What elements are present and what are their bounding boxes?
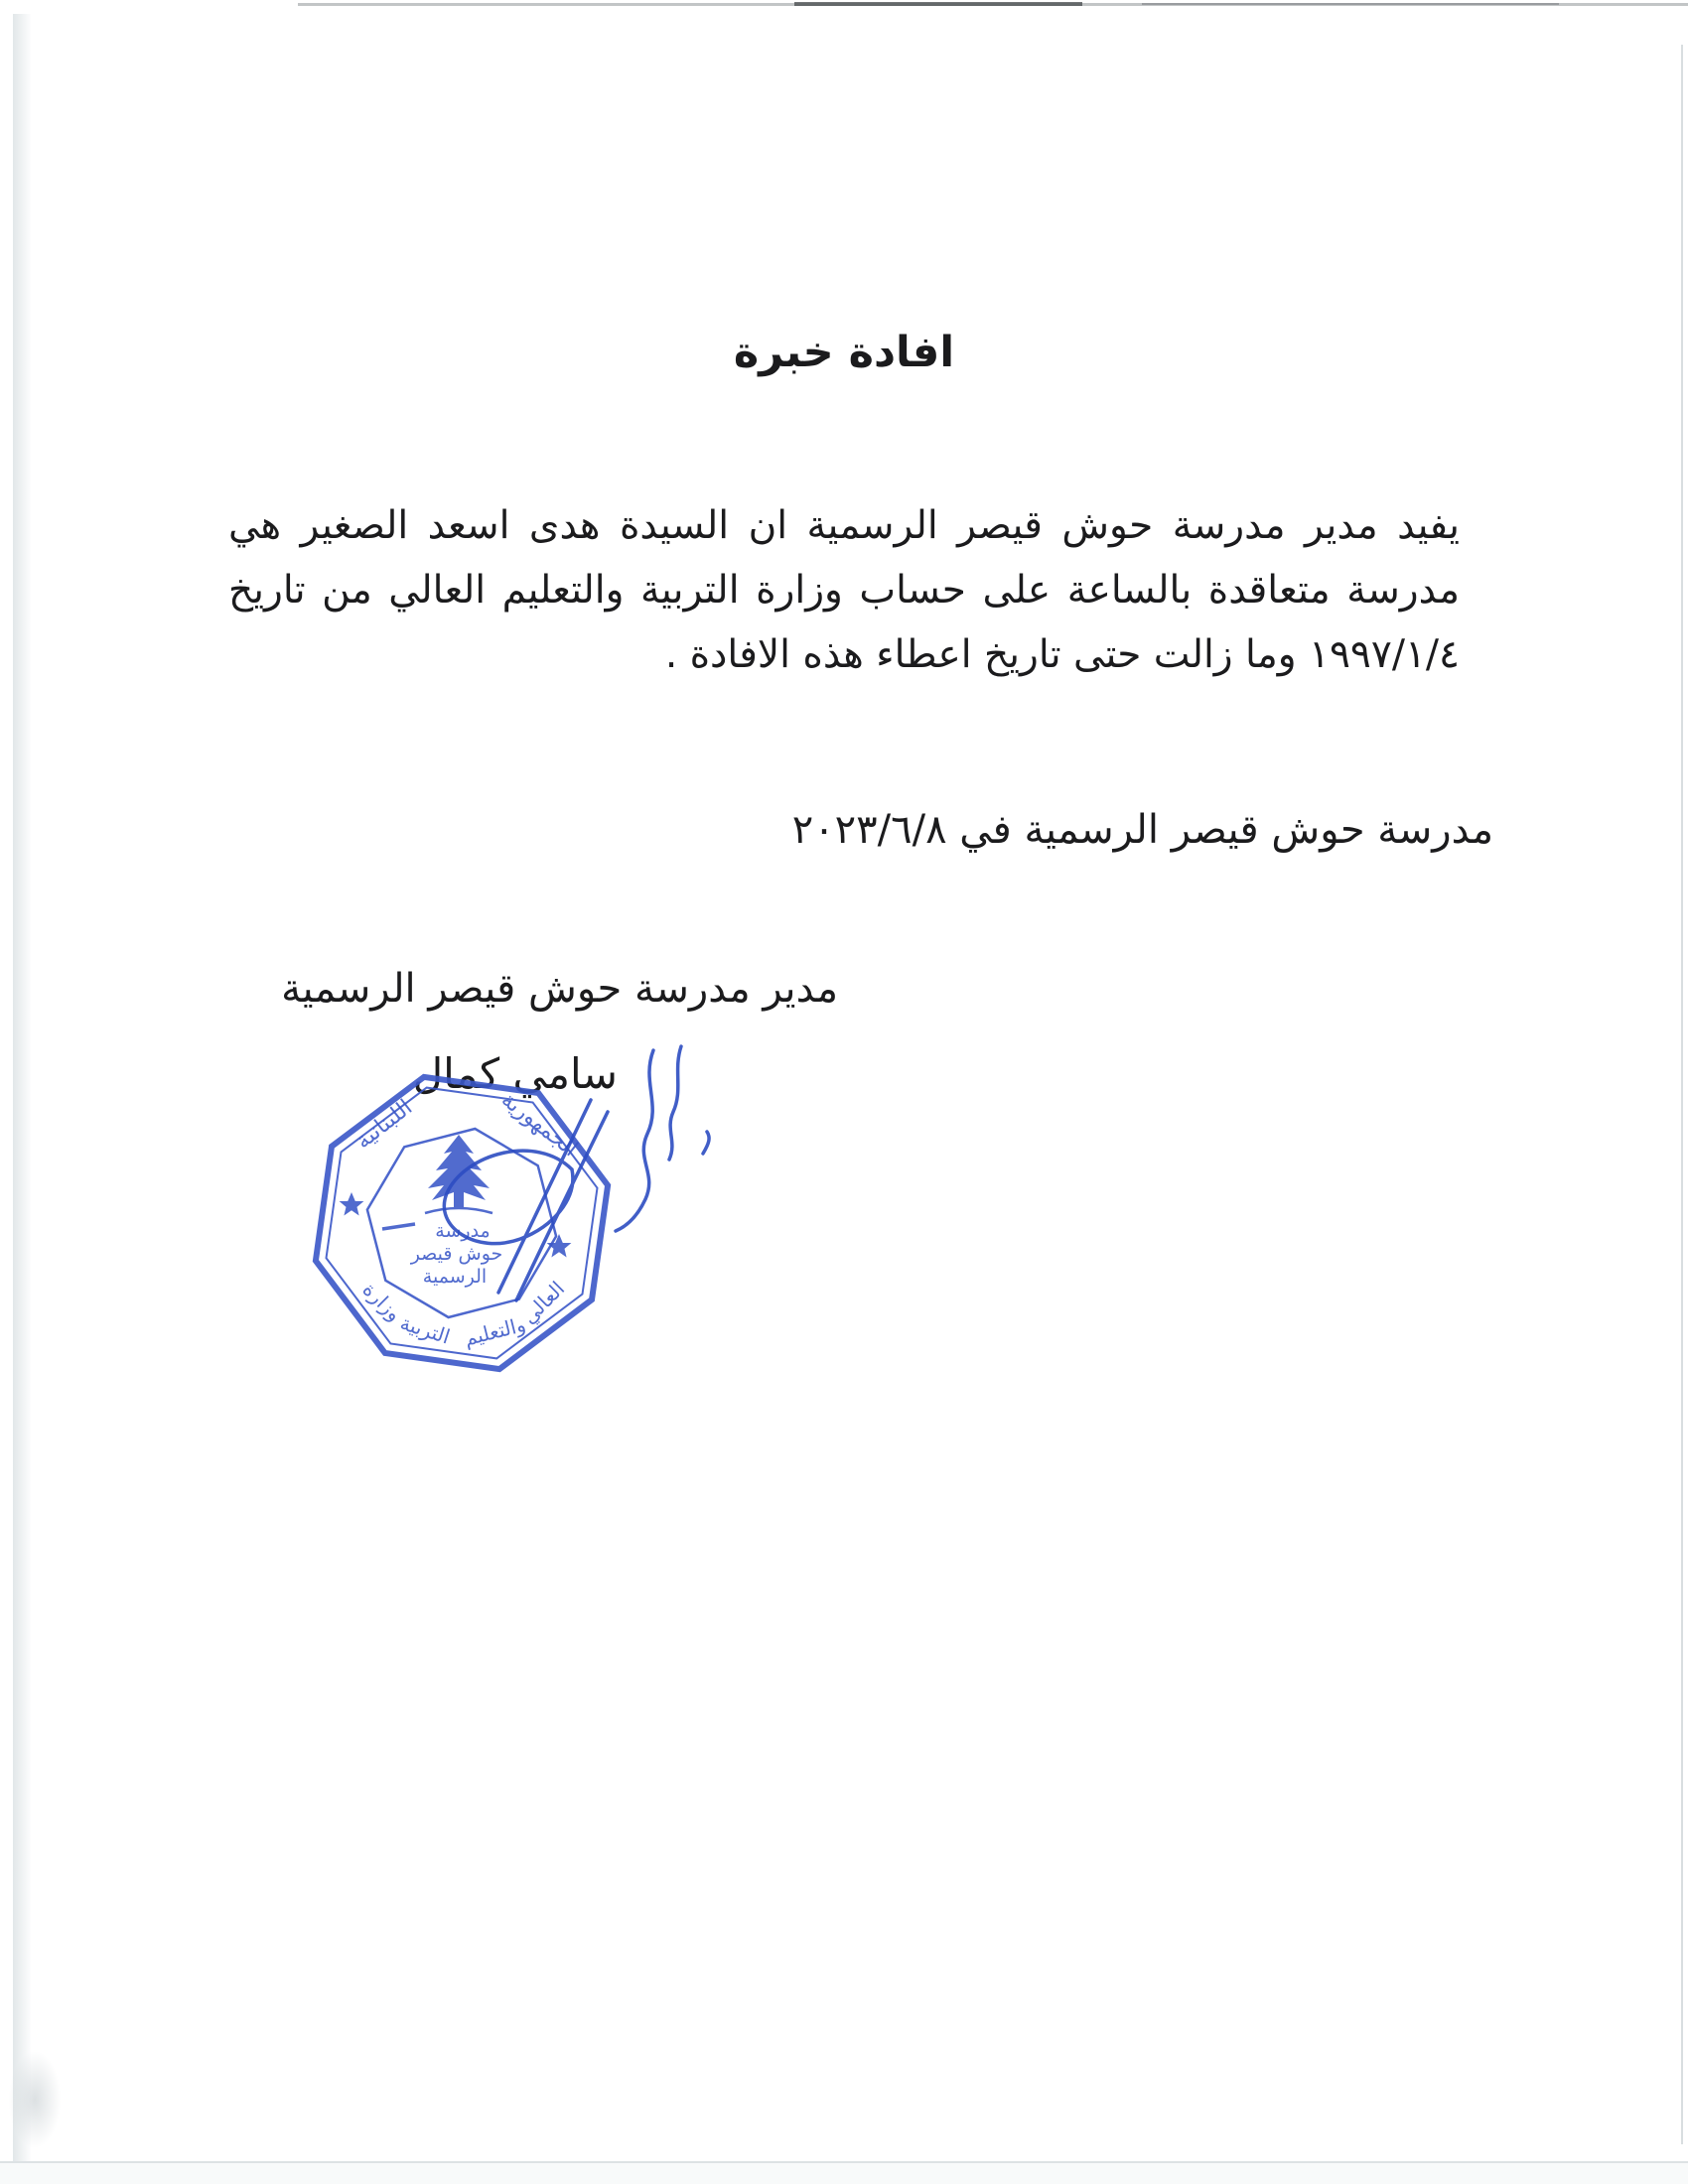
scan-below-page-area	[0, 2163, 1688, 2184]
stamp-right-star-icon	[547, 1234, 572, 1258]
document-title: افادة خبرة	[733, 328, 955, 377]
scan-top-edge-line-mid-segment	[1142, 3, 1559, 5]
stamp-and-signature-area	[288, 1042, 914, 1385]
cedar-tree-icon	[428, 1135, 490, 1208]
stamp-rim-bottom-word-3: والتعليم	[461, 1311, 528, 1351]
signature-squiggle-2	[669, 1046, 681, 1160]
scan-top-edge-line-dark-segment	[794, 2, 1082, 6]
stamp-emblem-and-text	[340, 1087, 582, 1350]
stamp-rim-top-right-text: الجمهورية	[495, 1087, 583, 1162]
scan-bottom-left-shading	[0, 2035, 70, 2164]
school-and-date-line: مدرسة حوش قيصر الرسمية في ٢٠٢٣/٦/٨	[791, 807, 1493, 853]
stamp-rim-top-left-text: اللبنانية	[351, 1095, 418, 1155]
stamp-rim-bottom-word-4: العالي	[516, 1276, 570, 1329]
signature-squiggle-1	[616, 1050, 653, 1231]
stamp-center-line-2: حوش قيصر	[410, 1243, 503, 1265]
stamp-center-line-1: مدرسة	[435, 1220, 491, 1242]
school-stamp	[288, 1042, 914, 1385]
cedar-base-line	[425, 1208, 492, 1213]
signatory-name: سامي كمال	[412, 1049, 618, 1098]
signature-tick	[703, 1132, 709, 1154]
stamp-left-star-icon	[340, 1192, 364, 1216]
stamp-center-dash	[382, 1224, 415, 1229]
signature-title-line: مدير مدرسة حوش قيصر الرسمية	[281, 966, 838, 1012]
body-line-2: مدرسة متعاقدة بالساعة على حساب وزارة التربية والتعليم العالي من تاريخ	[228, 568, 1460, 613]
stamp-center-line-3: الرسمية	[422, 1266, 488, 1288]
body-line-3: ١٩٩٧/١/٤ وما زالت حتى تاريخ اعطاء هذه الافادة .	[664, 632, 1460, 677]
body-paragraph	[228, 493, 1460, 687]
body-line-1: يفيد مدير مدرسة حوش قيصر الرسمية ان السيدة هدى اسعد الصغير هي	[228, 503, 1460, 548]
stamp-rim-bottom-word-1: وزارة	[357, 1277, 407, 1326]
stamp-rim-bottom-word-2: التربية	[397, 1310, 454, 1349]
